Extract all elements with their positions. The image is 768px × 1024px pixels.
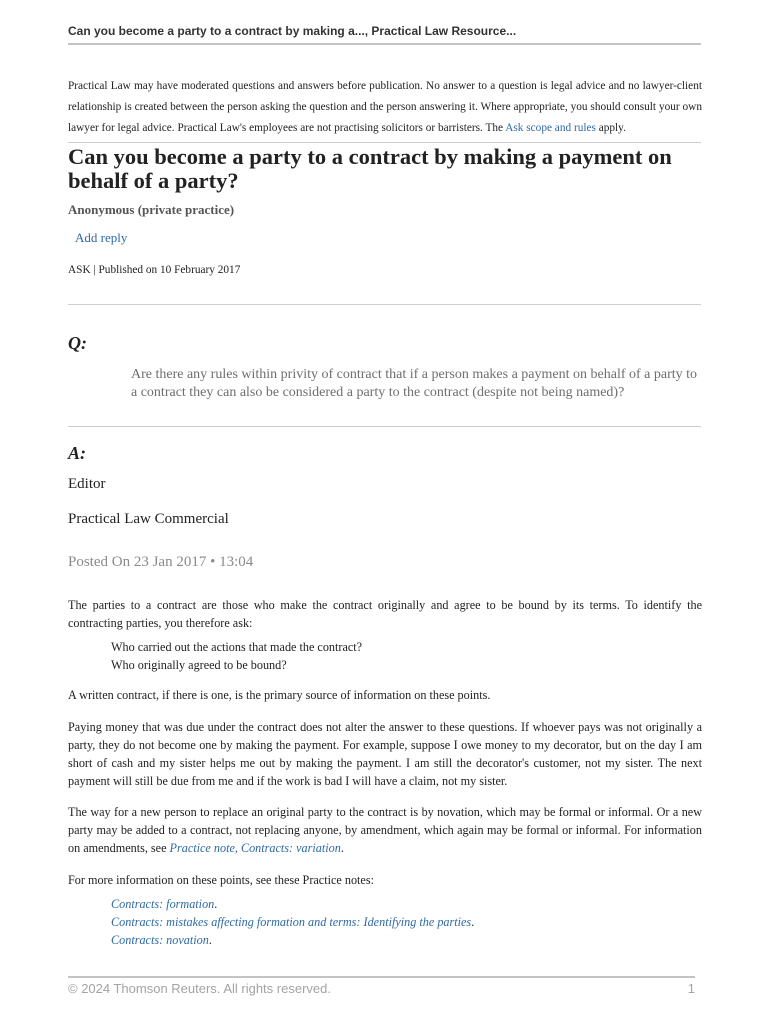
publication-meta: ASK | Published on 10 February 2017 [68,264,241,276]
answer-paragraph-2: A written contract, if there is one, is the primary source of information on these points. [68,688,491,702]
disclaimer [68,76,702,139]
answer-posted-date: Posted On 23 Jan 2017 • 13:04 [68,554,254,570]
disclaimer-text: Practical Law may have moderated questions and answers before publication. No answer to a question is legal advice and no lawyer-client relationship is created between the person asking the question and the person answering it. Where appropriate, you should consult your own lawyer for legal advice. Practical Law's employees are not practising solicitors or barristers. The [68,80,702,134]
answer-author: Editor [68,476,106,492]
header-divider [68,43,701,45]
answer-paragraph-5: For more information on these points, see these Practice notes: [68,873,374,887]
page-title: Can you become a party to a contract by making a payment on behalf of a party? [68,144,672,193]
list-item: Who originally agreed to be bound? [111,658,287,672]
practice-note-link[interactable]: Contracts: formation [111,897,215,911]
list-item-suffix: . [208,933,212,947]
question-label: Q: [68,333,87,353]
question-author: Anonymous (private practice) [68,202,235,217]
add-reply-link[interactable]: Add reply [75,230,128,245]
contract-questions-list [111,638,362,674]
paragraph-text: The way for a new person to replace an original party to the contract is by novation, which may be formal or informal. Or a new party may be added to a contract, not replacing anyone, by amendment, which again may be formal or informal. For information on amendments, see [68,805,702,855]
practice-note-link[interactable]: Contracts: novation [111,933,209,947]
list-item [111,895,474,913]
practice-note-link[interactable]: Contracts: mistakes affecting formation and terms: Identifying the parties [111,915,472,929]
answer-paragraph-3: Paying money that was due under the contract does not alter the answer to these questions. If whoever pays was not originally a party, they do not become one by making the payment. For example, suppose I owe money to my decorator, but on the day I am short of cash and my sister helps me out by making the payment. I am still the decorator's customer, not my sister. The next payment will still be due from me and if the work is bad I will have a claim, not my sister. [68,720,702,788]
practice-notes-list [111,895,474,949]
list-item: Who carried out the actions that made the contract? [111,640,363,654]
copyright-notice: © 2024 Thomson Reuters. All rights reserved. [68,981,331,996]
ask-scope-rules-link[interactable]: Ask scope and rules [505,122,596,134]
divider [68,426,701,427]
paragraph-suffix: . [340,841,344,855]
divider [68,142,701,143]
list-item-suffix: . [214,897,218,911]
list-item [111,931,474,949]
practice-note-variation-link[interactable]: Practice note, Contracts: variation [169,841,341,855]
footer [68,981,695,996]
answer-label: A: [68,443,86,463]
answer-paragraph-4 [68,803,702,857]
divider [68,304,701,305]
answer-organisation: Practical Law Commercial [68,511,229,527]
page-number: 1 [687,981,695,996]
footer-divider [68,976,695,978]
disclaimer-suffix: apply. [595,122,626,134]
list-item [111,913,474,931]
answer-paragraph-1: The parties to a contract are those who make the contract originally and agree to be bound by its terms. To identify the contracting parties, you therefore ask: [68,598,702,630]
document-header-title: Can you become a party to a contract by making a..., Practical Law Resource... [68,24,517,38]
list-item-suffix: . [471,915,475,929]
question-text: Are there any rules within privity of contract that if a person makes a payment on behalf of a party to a contract they can also be considered a party to the contract (despite not being named)? [131,367,698,400]
